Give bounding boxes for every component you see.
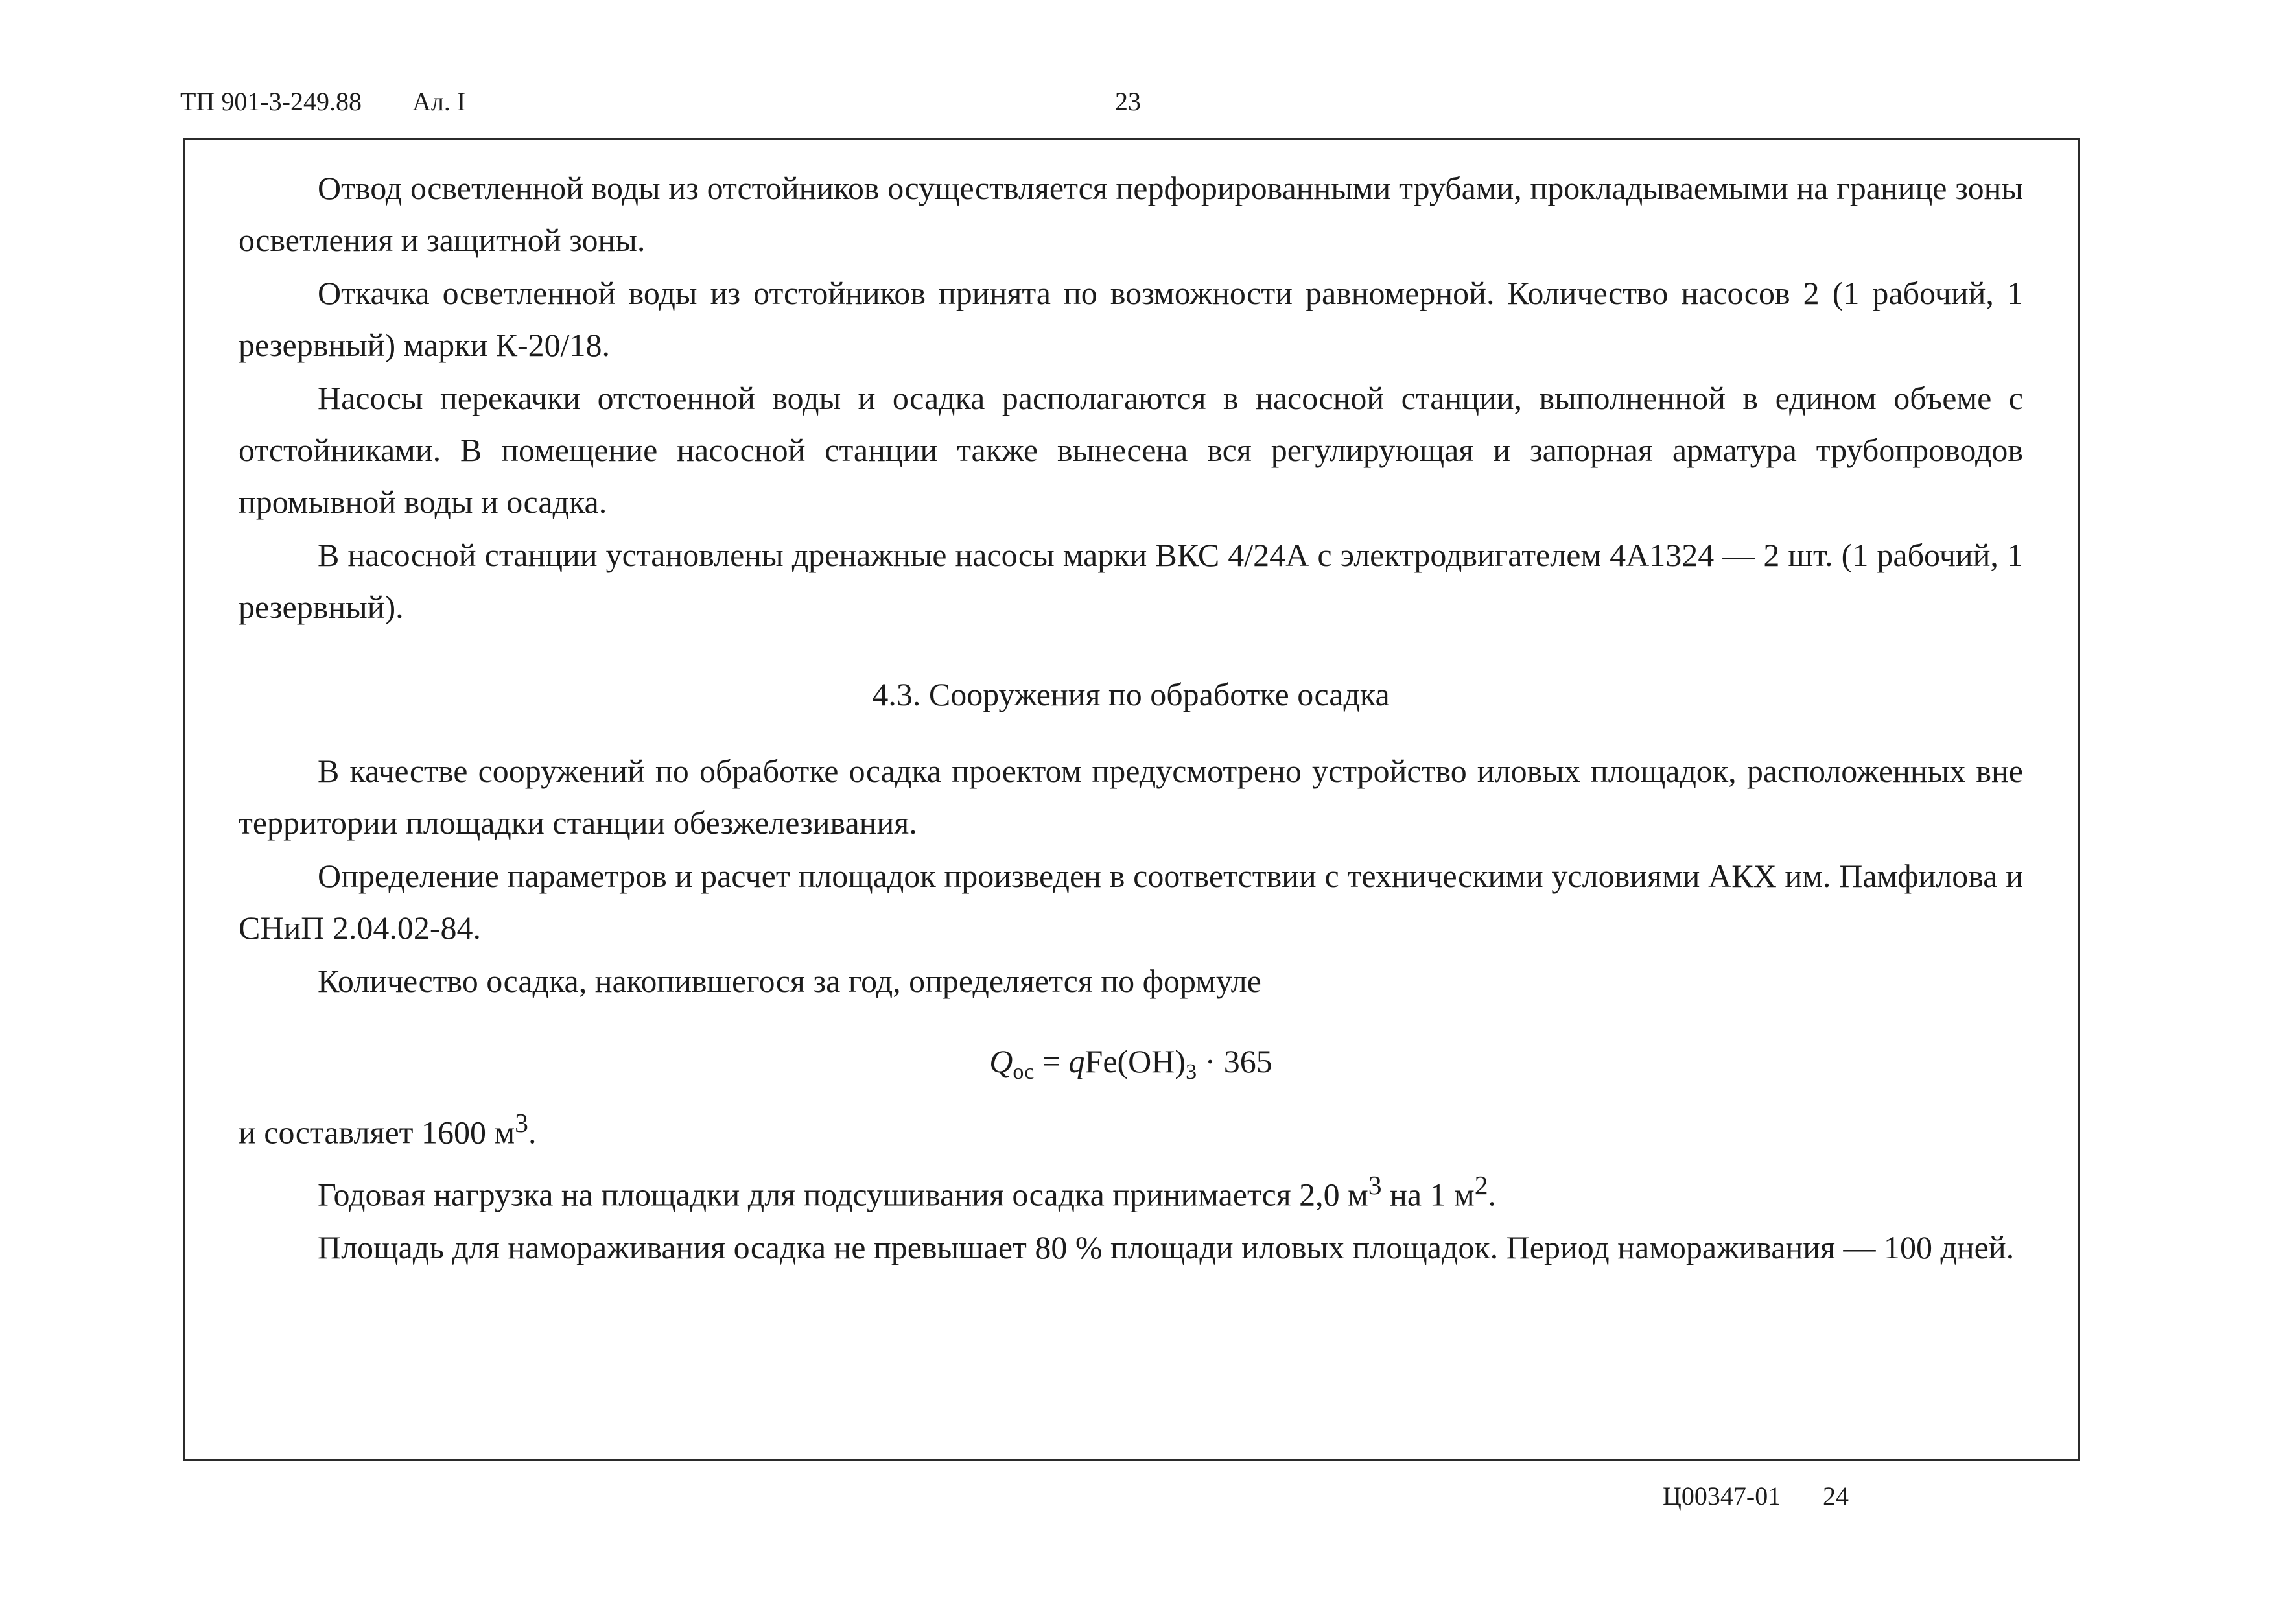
amount-text: и составляет 1600 м bbox=[239, 1114, 515, 1151]
paragraph-pump-station: Насосы перекачки отстоенной воды и осадка располагаются в насосной станции, выполненной в едином объеме с отстойниками. В помещение насосной станции также вынесена вся регулирующая и запорная арматура трубопроводов промывной воды и осадка. bbox=[239, 380, 2023, 520]
footer-code: Ц00347-01 bbox=[1663, 1481, 1781, 1511]
load-sup-b: 2 bbox=[1474, 1170, 1488, 1201]
album-number: Ал. I bbox=[412, 87, 466, 116]
text-block-load bbox=[239, 1098, 2023, 1273]
text-block-sludge bbox=[239, 745, 2023, 1007]
load-text-end: . bbox=[1488, 1176, 1497, 1213]
formula-equals: = bbox=[1034, 1043, 1069, 1079]
paragraph-pumping-clarified-water: Откачка осветленной воды из отстойников принята по возможности равномерной. Количество насосов 2 (1 рабочий, 1 резервный) марки К-20/18. bbox=[239, 275, 2023, 363]
formula-q-symbol: Q bbox=[989, 1043, 1013, 1079]
sludge-formula bbox=[239, 1035, 2023, 1098]
formula-q-lower: q bbox=[1068, 1043, 1085, 1079]
formula-q-subscript: ос bbox=[1013, 1060, 1035, 1084]
paragraph-sludge-facilities: В качестве сооружений по обработке осадка проектом предусмотрено устройство иловых площадок, расположенных вне территории площадки станции обезжелезивания. bbox=[239, 753, 2023, 841]
load-sup-a: 3 bbox=[1368, 1170, 1382, 1201]
paragraph-amount bbox=[239, 1098, 2023, 1159]
formula-fe: Fe(OH) bbox=[1084, 1043, 1186, 1079]
paragraph-formula-intro: Количество осадка, накопившегося за год, определяется по формуле bbox=[318, 963, 1261, 999]
doc-code: ТП 901-3-249.88 bbox=[180, 87, 362, 116]
load-text-b: на 1 м bbox=[1381, 1176, 1475, 1213]
paragraph-clarified-water-outlet: Отвод осветленной воды из отстойников осуществляется перфорированными трубами, прокладываемыми на границе зоны осветления и защитной зоны. bbox=[239, 170, 2023, 258]
paragraph-parameters: Определение параметров и расчет площадок произведен в соответствии с техническими условиями АКХ им. Памфилова и СНиП 2.04.02-84. bbox=[239, 858, 2023, 946]
text-block-intro bbox=[239, 162, 2023, 633]
formula-rest: · 365 bbox=[1197, 1043, 1272, 1079]
section-heading: 4.3. Сооружения по обработке осадка bbox=[872, 676, 1390, 712]
paragraph-drain-pumps: В насосной станции установлены дренажные насосы марки ВКС 4/24А с электродвигателем 4А1324 — 2 шт. (1 рабочий, 1 резервный). bbox=[239, 537, 2023, 625]
page-number: 23 bbox=[1115, 87, 1141, 116]
paragraph-annual-load bbox=[239, 1160, 2023, 1221]
amount-end: . bbox=[528, 1114, 537, 1151]
footer-sheet-number: 24 bbox=[1823, 1481, 1849, 1511]
formula-fe-subscript: 3 bbox=[1186, 1060, 1197, 1084]
load-text-a: Годовая нагрузка на площадки для подсушивания осадка принимается 2,0 м bbox=[318, 1176, 1368, 1213]
amount-sup: 3 bbox=[515, 1109, 528, 1138]
paragraph-freezing: Площадь для намораживания осадка не превышает 80 % площади иловых площадок. Период намораживания — 100 дней. bbox=[318, 1229, 2015, 1266]
